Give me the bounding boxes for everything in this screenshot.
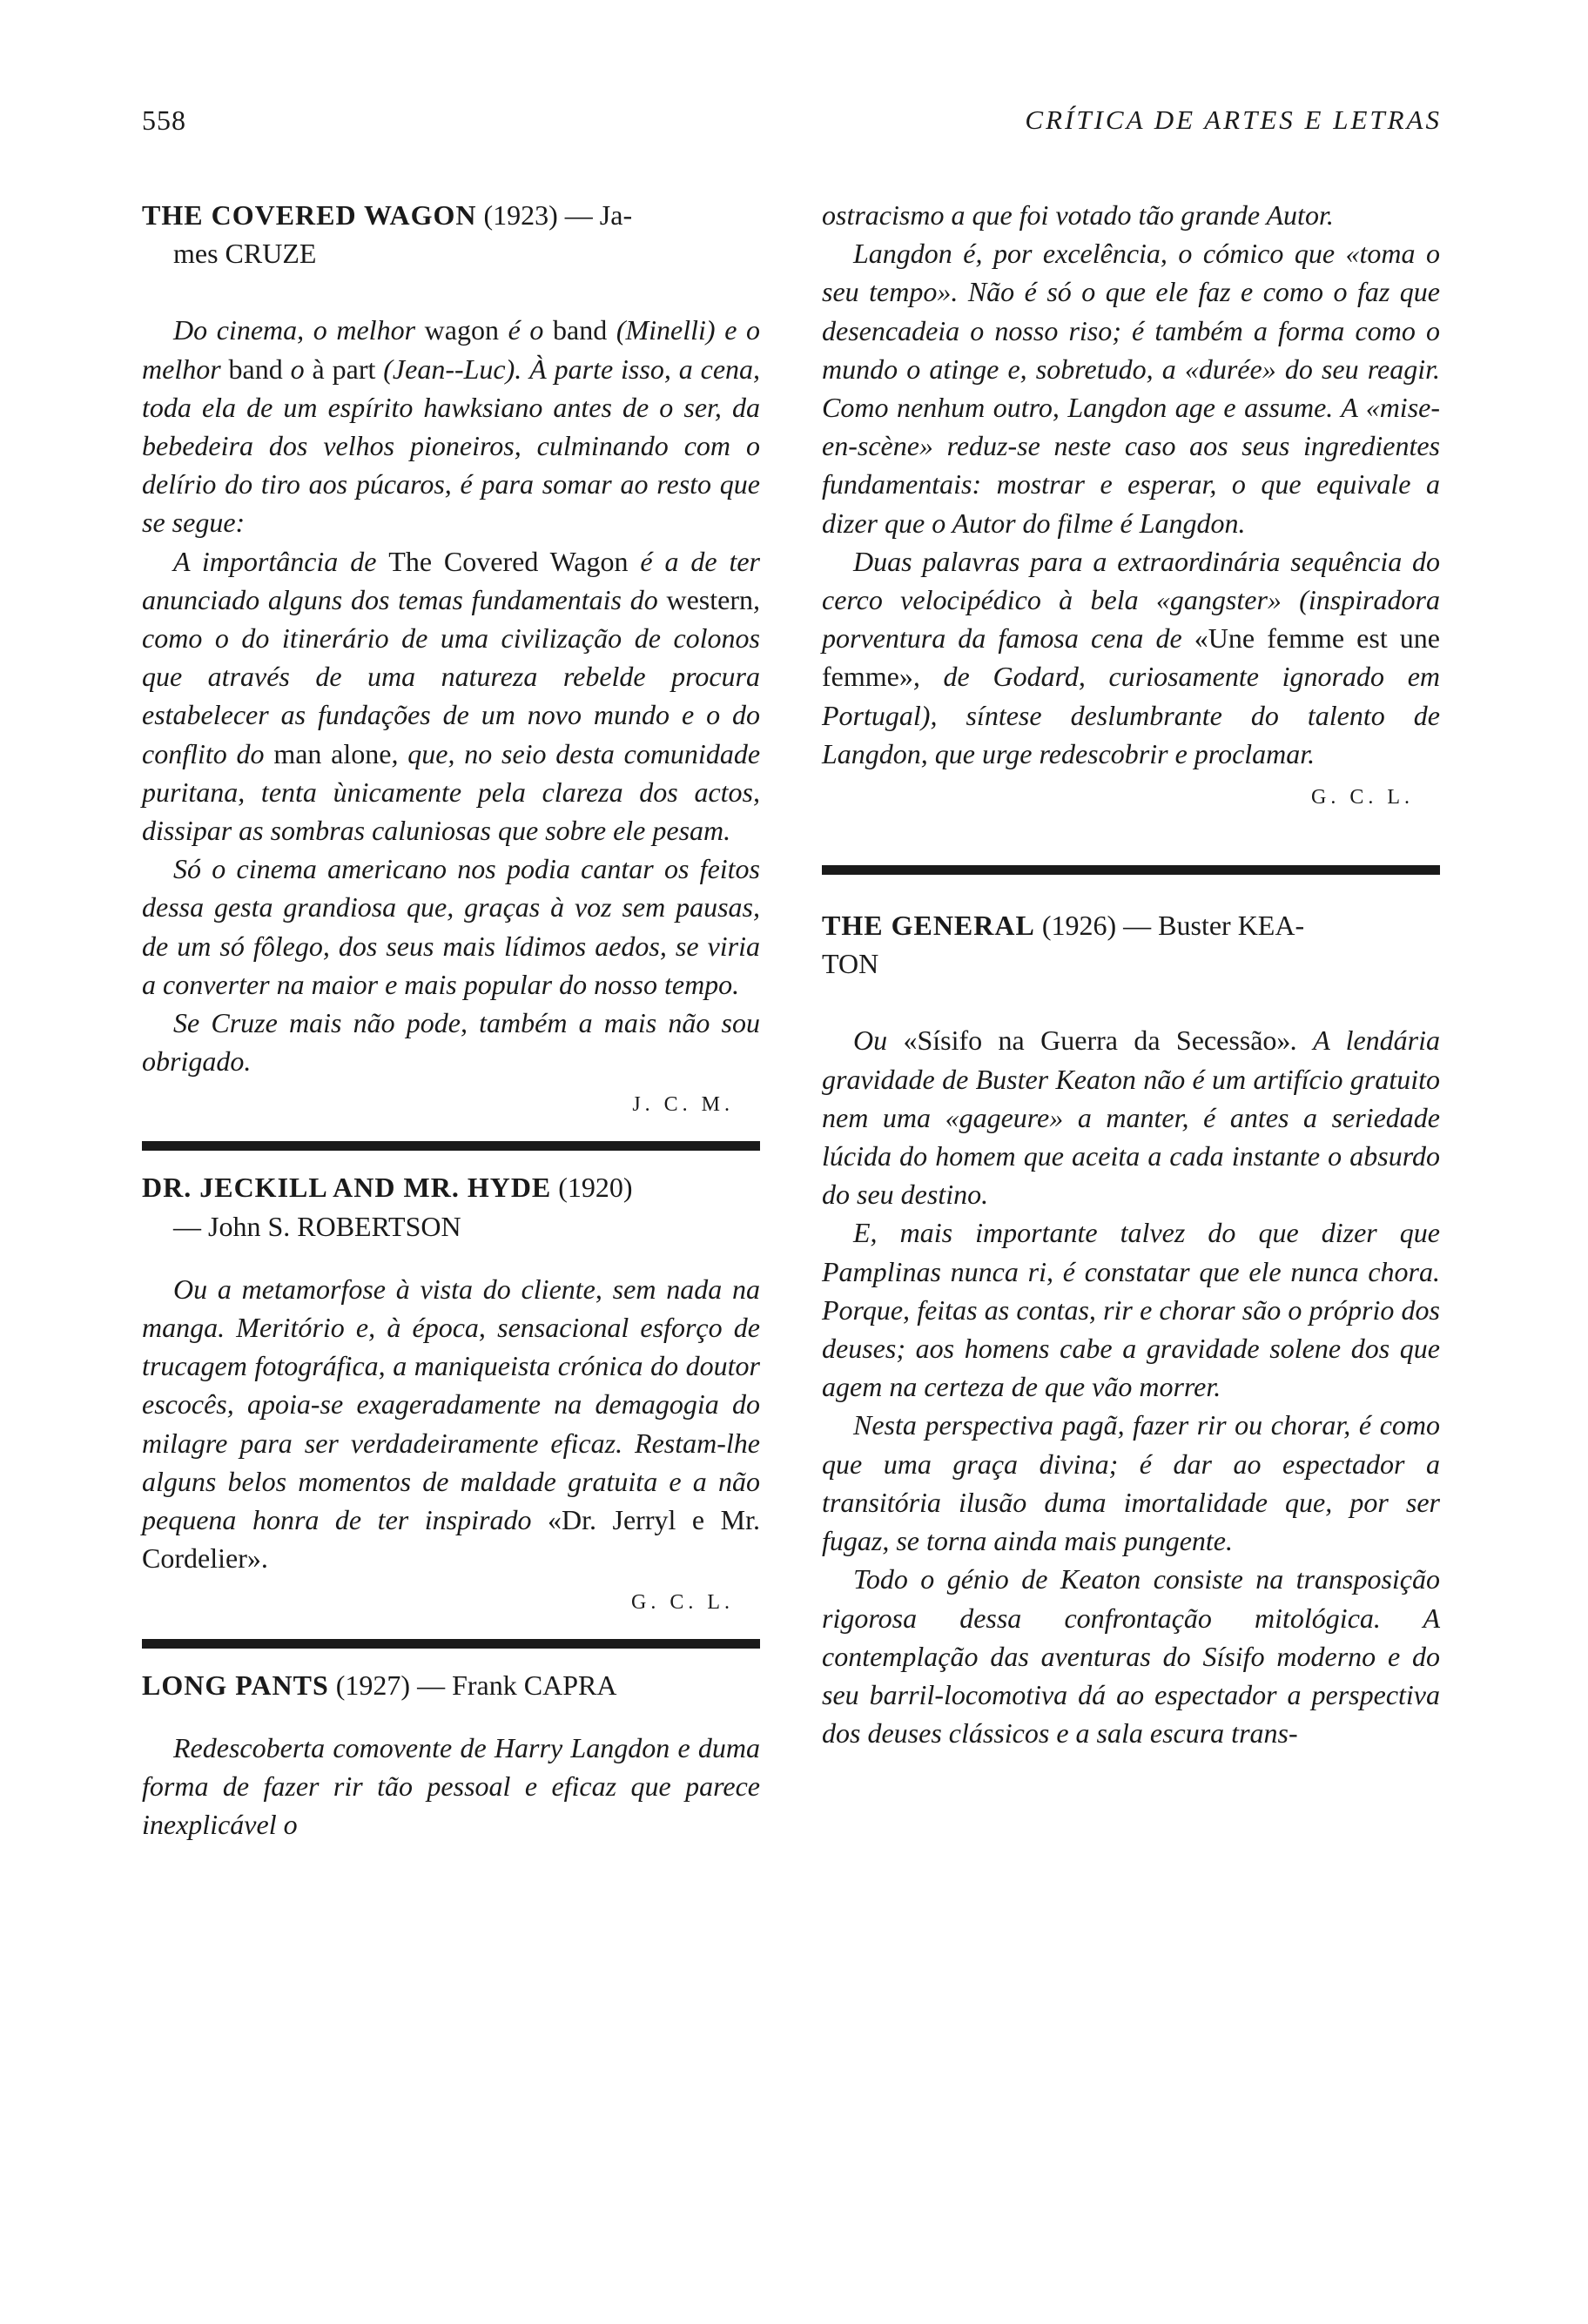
text: «Sísifo na Guerra da Secessão» xyxy=(903,1024,1291,1057)
text: Ou a metamorfose à vista do cliente, sem nada na manga. Meritório e, à época, sensacional esforço de trucagem fotográfica, a maniqueista crónica do doutor escocês, apoia-se exageradamente na demagogia do milagre para ser verdadeiramente eficaz. Restam-lhe alguns belos momentos de maldade gratuita e a não pequena honra de ter inspirado xyxy=(142,1273,760,1536)
section-rule xyxy=(822,865,1440,875)
paragraph: Se Cruze mais não pode, também a mais não sou obrigado. xyxy=(142,1007,760,1078)
author-initials: G. C. L. xyxy=(631,1590,734,1614)
paragraph xyxy=(142,1270,760,1578)
text: . A lendária gravidade de Buster Keaton não é um artifício gratuito nem uma «gageure» a manter, é antes a seriedade lúcida do homem que aceita a cada instante o absurdo do seu destino. xyxy=(822,1024,1440,1211)
paragraph: E, mais importante talvez do que dizer que Pamplinas nunca ri, é constatar que ele nunca chora. Porque, feitas as contas, rir e chorar são o próprio dos deuses; aos homens cabe a gravidade solene dos que agem na certeza de que vão morrer. xyxy=(822,1217,1440,1403)
author-initials: G. C. L. xyxy=(1311,786,1414,809)
section-rule xyxy=(142,1141,760,1151)
paragraph: Nesta perspectiva pagã, fazer rir ou chorar, é como que uma graça divina; é dar ao espectador a transitória ilusão duma imortalidade que, por ser fugaz, se torna ainda mais pungente. xyxy=(822,1409,1440,1557)
text: à part xyxy=(312,353,376,385)
text: «Une femme est une femme» xyxy=(822,622,1441,693)
running-head: CRÍTICA DE ARTES E LETRAS xyxy=(1025,104,1442,135)
author-initials: J. C. M. xyxy=(632,1093,734,1117)
text: é o xyxy=(498,314,554,346)
film-title: THE GENERAL xyxy=(822,910,1035,942)
text: Duas palavras para a extraordinária sequência do cerco velocipédico à bela «gangster» (inspiradora porventura da famosa cena de xyxy=(822,545,1440,655)
entry-heading-covered-wagon xyxy=(142,196,760,272)
section-rule xyxy=(142,1639,760,1649)
film-meta: (1923) — Ja- xyxy=(476,199,633,231)
left-column xyxy=(142,196,760,1844)
entry-heading-jeckill-hyde xyxy=(142,1168,760,1245)
paragraph: ostracismo a que foi votado tão grande Autor. xyxy=(822,199,1334,231)
text: band xyxy=(228,353,283,385)
text: Ou xyxy=(853,1024,904,1057)
paragraph: Só o cinema americano nos podia cantar os feitos dessa gesta grandiosa que, graças à voz sem pausas, de um só fôlego, dos seus mais lídimos aedos, se viria a converter na maior e mais popular do nosso tempo. xyxy=(142,853,760,1000)
film-meta: (1926) — Buster KEA- xyxy=(1034,910,1305,942)
text: , que, no seio desta comunidade puritana, tenta ùnicamente pela clareza dos actos, dissipar as sombras caluniosas que sobre ele pesam. xyxy=(142,737,761,847)
text: The Covered Wagon xyxy=(388,545,629,577)
film-director: TON xyxy=(822,948,879,980)
film-director: — John S. ROBERTSON xyxy=(173,1210,461,1242)
text: , como o do itinerário de uma civilização de colonos que através de uma natureza rebelde procura estabelecer as fundações de um novo mundo e o do conflito do xyxy=(142,583,760,769)
text: «Dr. Jerryl e Mr. Cordelier» xyxy=(142,1504,761,1575)
page-number: 558 xyxy=(142,104,186,136)
entry-heading-the-general xyxy=(822,906,1440,983)
film-meta: (1920) xyxy=(551,1172,633,1204)
right-column xyxy=(822,196,1440,1752)
text: Do cinema, o melhor xyxy=(173,314,425,346)
text: band xyxy=(553,314,608,346)
text: o xyxy=(282,353,313,385)
text: western xyxy=(666,583,753,615)
film-title: LONG PANTS xyxy=(142,1669,329,1701)
paragraph xyxy=(142,542,760,850)
paragraph xyxy=(822,542,1440,773)
text: , de Godard, curiosamente ignorado em Portugal), síntese deslumbrante do talento de Langdon, que urge redescobrir e proclamar. xyxy=(822,661,1440,769)
paragraph: Todo o génio de Keaton consiste na transposição rigorosa dessa confrontação mitológica. A contemplação das aventuras do Sísifo moderno e do seu barril-locomotiva dá ao espectador a perspectiva dos deuses clássicos e a sala escura trans- xyxy=(822,1563,1440,1750)
film-meta: (1927) — Frank CAPRA xyxy=(328,1669,617,1701)
paragraph xyxy=(142,311,760,541)
text: A importância de xyxy=(173,545,389,577)
film-director: mes CRUZE xyxy=(173,238,317,270)
entry-heading-long-pants xyxy=(142,1666,760,1704)
text: man alone xyxy=(273,737,392,769)
film-title: DR. JECKILL AND MR. HYDE xyxy=(142,1172,552,1204)
paragraph: Redescoberta comovente de Harry Langdon e duma forma de fazer rir tão pessoal e eficaz que parece inexplicável o xyxy=(142,1731,760,1841)
text: wagon xyxy=(424,314,499,346)
text: . xyxy=(260,1542,268,1575)
film-title: THE COVERED WAGON xyxy=(142,199,477,231)
text: (Minelli) e o melhor xyxy=(142,314,761,385)
text: (Jean--Luc). À parte isso, a cena, toda ela de um espírito hawksiano antes de o ser, da bebedeira dos velhos pioneiros, culminando com o delírio do tiro aos púcaros, é para somar ao resto que se segue: xyxy=(142,353,761,539)
paragraph: Langdon é, por excelência, o cómico que «toma o seu tempo». Não é só o que ele faz e como o faz que desencadeia o nosso riso; é também a forma como o mundo o atinge e, sobretudo, a «durée» do seu reagir. Como nenhum outro, Langdon age e assume. A «mise-en-scène» reduz-se neste caso aos seus ingredientes fundamentais: mostrar e esperar, o que equivale a dizer que o Autor do filme é Langdon. xyxy=(822,238,1440,539)
paragraph xyxy=(822,1021,1440,1213)
text: é a de ter anunciado alguns dos temas fundamentais do xyxy=(142,545,760,615)
